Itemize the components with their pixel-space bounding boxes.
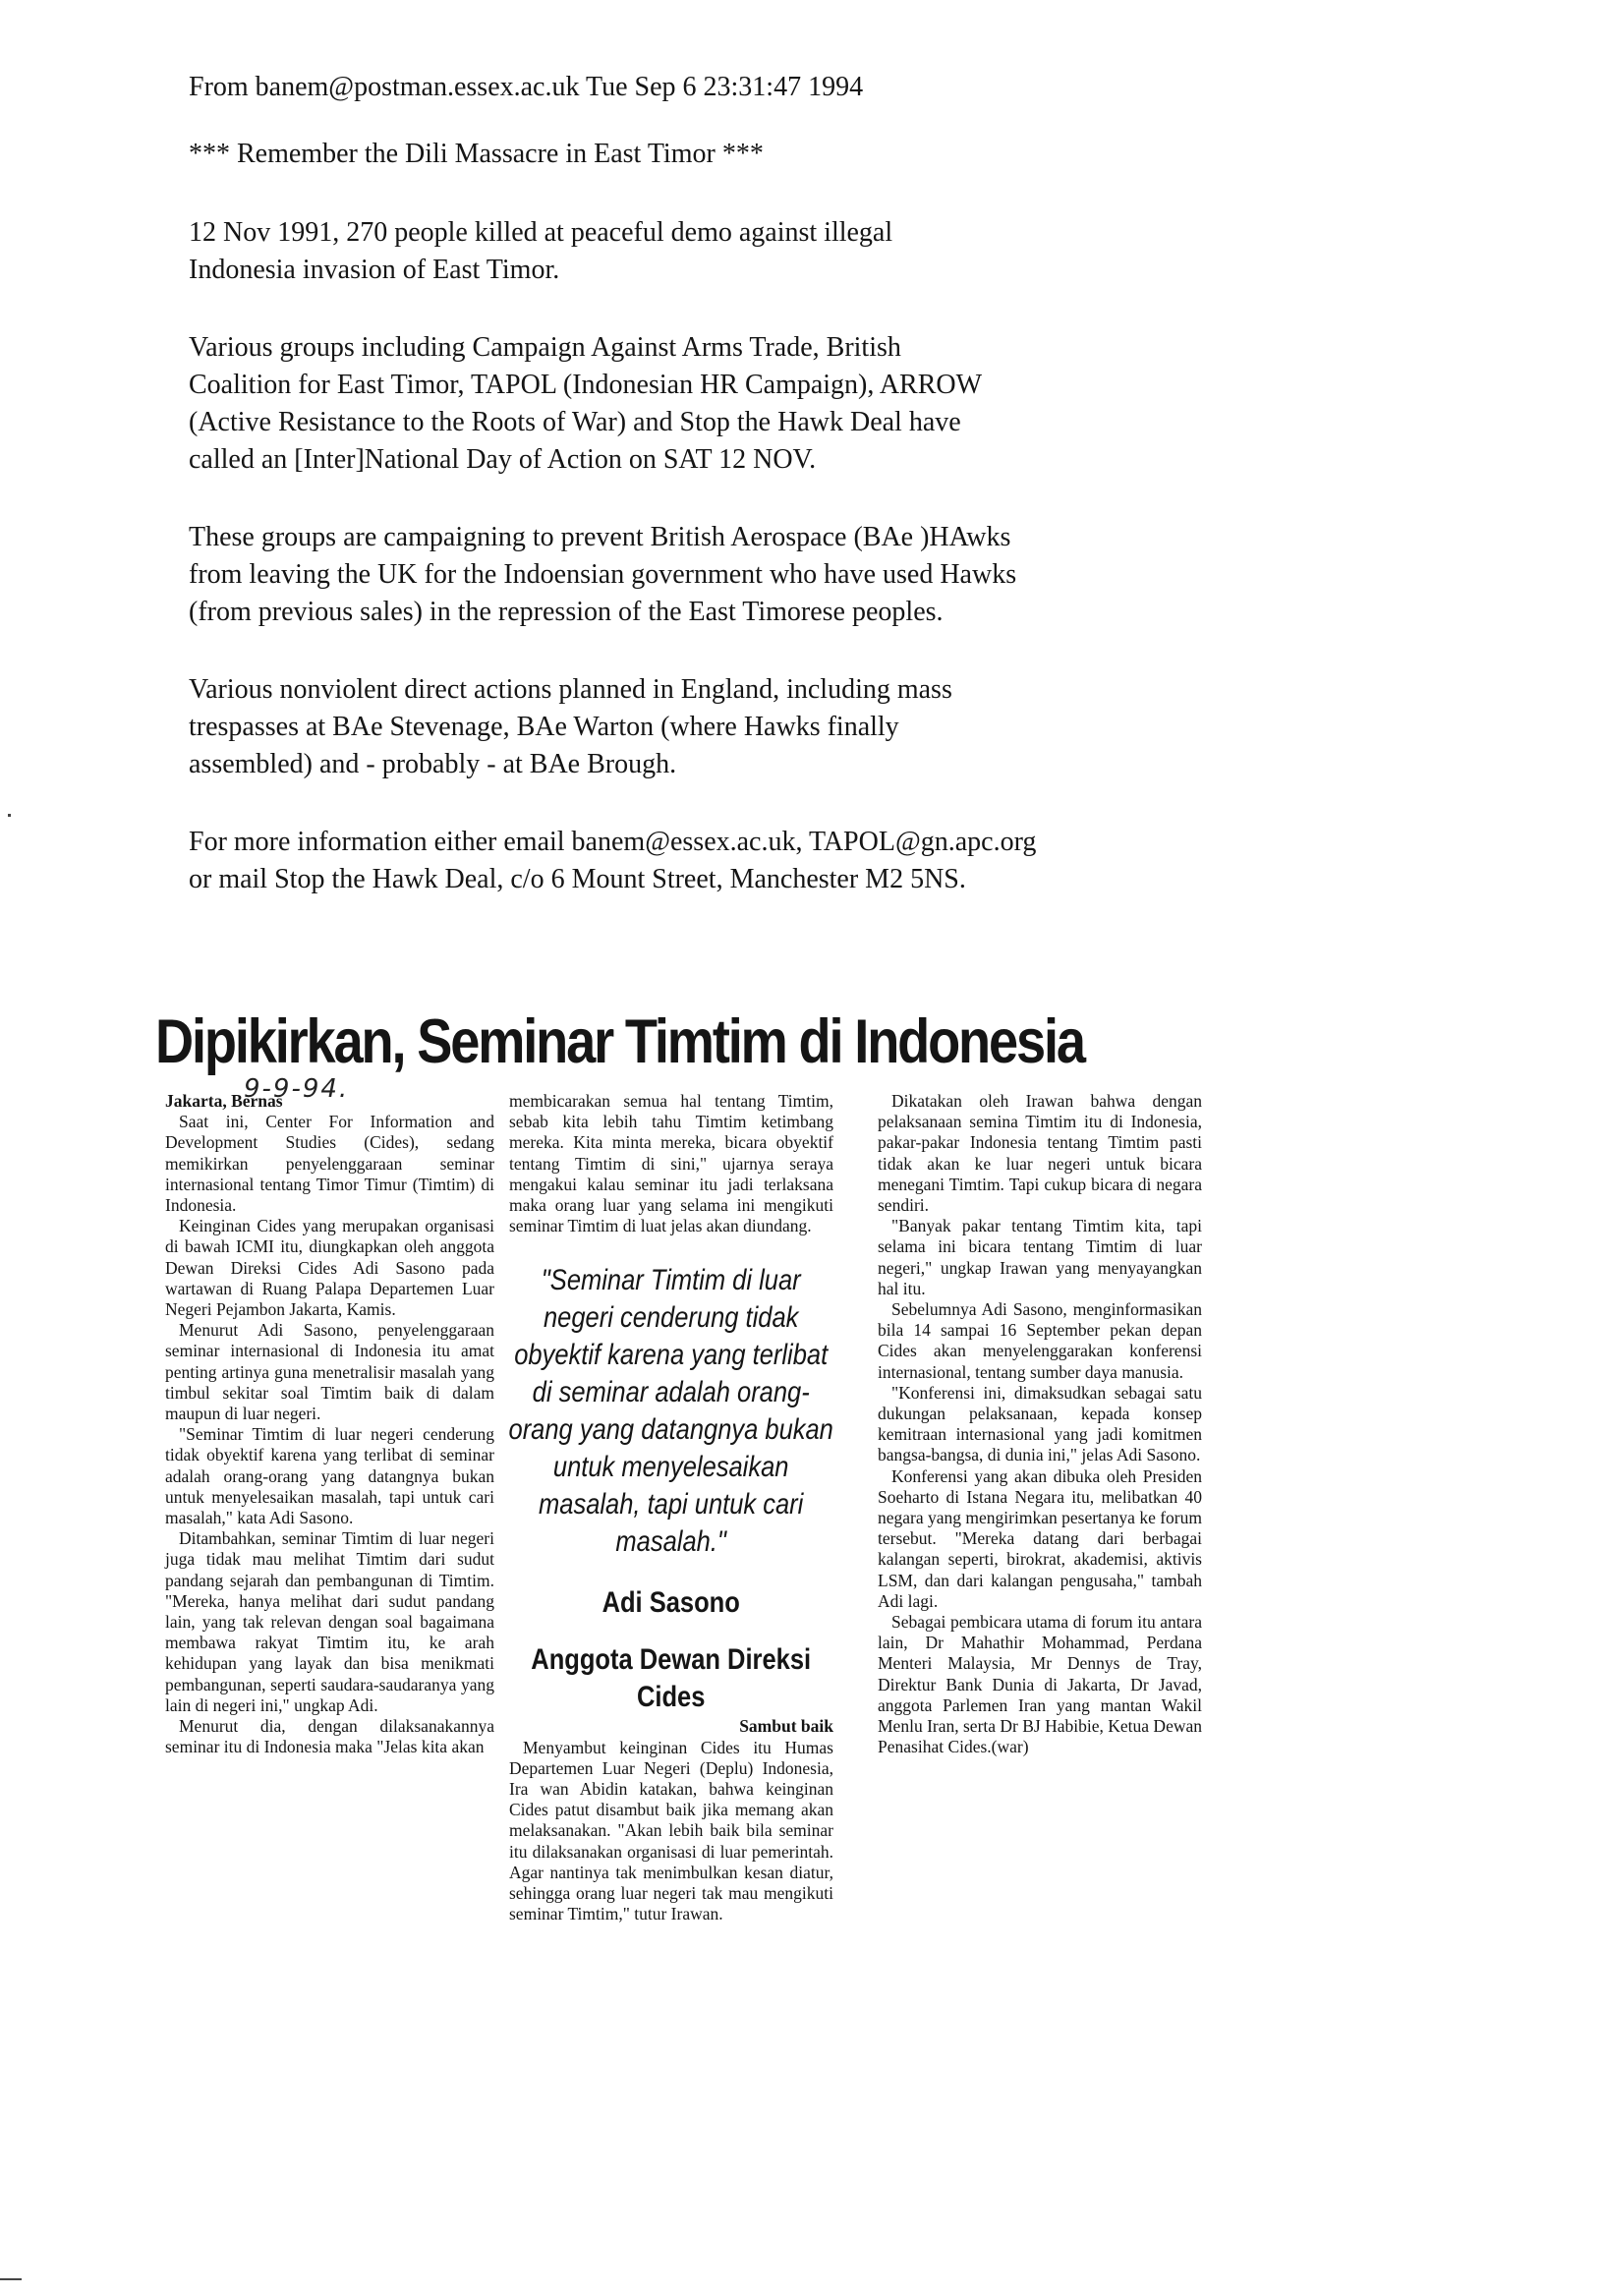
article-dateline: Jakarta, Bernas [165,1091,283,1111]
newspaper-clipping [155,993,1217,2152]
article-paragraph: Konferensi yang akan dibuka oleh Presiden Soeharto di Istana Negara itu, melibatkan 40 negara yang mengirimkan pesertanya ke forum tersebut. "Mereka datang dari berbagai kalangan seperti, birokrat, akademisi, aktivis LSM, dan dari kalangan pengusaha," tambah Adi lagi. [878,1465,1202,1611]
email-paragraph: 12 Nov 1991, 270 people killed at peaceful demo against illegal Indonesia invasion of East Timor. [189,217,893,285]
email-contact-paragraph: For more information either email banem@essex.ac.uk, TAPOL@gn.apc.org or mail Stop the Hawk Deal, c/o 6 Mount Street, Manchester M2 5NS. [189,827,1037,894]
article-column-1 [165,1091,494,1758]
article-headline: Dipikirkan, Seminar Timtim di Indonesia [155,1007,1084,1076]
article-paragraph: Menurut dia, dengan dilaksanakannya seminar itu di Indonesia maka "Jelas kita akan [165,1716,494,1757]
pull-quote-role: Anggota Dewan Direksi Cides [531,1643,812,1714]
article-paragraph: Saat ini, Center For Information and Development Studies (Cides), sedang memikirkan penyelenggaraan seminar internasional tentang Timor Timur (Timtim) di Indonesia. [165,1112,494,1216]
scan-mark [0,2278,22,2280]
pull-quote: "Seminar Timtim di luar negeri cenderung tidak obyektif karena yang terlibat di seminar adalah orang-orang yang datangnya bukan untuk menyelesaikan masalah, tapi untuk cari masalah." [508,1264,834,1559]
article-paragraph: Keinginan Cides yang merupakan organisasi di bawah ICMI itu, diungkapkan oleh anggota Dewan Direksi Cides Adi Sasono pada wartawan di Ruang Palapa Departemen Luar Negeri Pejambon Jakarta, Kamis. [165,1216,494,1320]
article-paragraph: Menurut Adi Sasono, penyelenggaraan seminar internasional di Indonesia itu amat penting artinya guna menetralisir masalah yang timbul sekitar soal Timtim baik di dalam maupun di luar negeri. [165,1320,494,1424]
article-paragraph: Sebagai pembicara utama di forum itu antara lain, Dr Mahathir Mohammad, Perdana Menteri Malaysia, Mr Dennys de Tray, Direktur Bank Dunia di Jakarta, Dr Javad, anggota Parlemen Iran yang mantan Wakil Menlu Iran, serta Dr BJ Habibie, Ketua Dewan Penasihat Cides.(war) [878,1612,1202,1757]
email-text [189,69,1250,939]
article-column-2 [509,1091,833,1924]
handwritten-date: 9-9-94. [244,1074,350,1104]
article-paragraph: Dikatakan oleh Irawan bahwa dengan pelaksanaan semina Timtim itu di Indonesia, pakar-pakar Indonesia tentang Timtim pasti tidak akan ke luar negeri untuk bicara menegani Timtim. Tapi cukup bicara di negara sendiri. [878,1091,1202,1216]
pull-quote-name: Adi Sasono [602,1586,741,1620]
article-paragraph: "Seminar Timtim di luar negeri cenderung tidak obyektif karena yang terlibat di seminar adalah orang-orang yang datangnya bukan untuk menyelesaikan masalah, tapi untuk cari masalah," kata Adi Sasono. [165,1424,494,1528]
scan-mark [8,814,11,817]
article-subhead: Sambut baik [739,1716,833,1737]
email-remember-line: *** Remember the Dili Massacre in East Timor *** [189,139,764,169]
email-header: From banem@postman.essex.ac.uk Tue Sep 6 23:31:47 1994 [189,72,864,102]
article-paragraph: Sebelumnya Adi Sasono, menginformasikan bila 14 sampai 16 September pekan depan Cides akan menyelenggarakan konferensi internasional, tentang sumber daya manusia. [878,1299,1202,1382]
email-paragraph: These groups are campaigning to prevent British Aerospace (BAe )HAwks from leaving the UK for the Indoensian government who have used Hawks (from previous sales) in the repression of the East Timorese peoples. [189,522,1017,627]
article-paragraph: Ditambahkan, seminar Timtim di luar negeri juga tidak mau melihat Timtim dari sudut pandang sejarah dan pembangunan di Timtim. "Mereka, hanya melihat dari sudut pandang lain, yang tak relevan dengan soal bagaimana membawa rakyat Timtim itu, ke arah kehidupan yang layak dan bisa menikmati pembangunan, seperti saudara-saudaranya yang lain di negeri ini," ungkap Adi. [165,1528,494,1715]
article-paragraph: membicarakan semua hal tentang Timtim, sebab kita lebih tahu Timtim ketimbang mereka. Kita minta mereka, bicara obyektif tentang Timtim di sini," ujarnya seraya mengakui kalau seminar itu jadi terlaksana maka orang luar yang selama ini mengikuti seminar Timtim di luat jelas akan diundang. [509,1091,833,1236]
article-paragraph: "Konferensi ini, dimaksudkan sebagai satu dukungan pelaksanaan, kepada konsep kemitraan internasional yang jadi komitmen bangsa-bangsa, di dunia ini," jelas Adi Sasono. [878,1382,1202,1465]
article-column-3 [878,1091,1202,1758]
article-paragraph: Menyambut keinginan Cides itu Humas Departemen Luar Negeri (Deplu) Indonesia, Ira wan Abidin katakan, bahwa keinginan Cides patut disambut baik jika memang akan melaksanakan. "Akan lebih baik bila seminar itu dilaksanakan organisasi di luar pemerintah. Agar nantinya tak menimbulkan kesan diatur, sehingga orang luar negeri tak mau mengikuti seminar Timtim," tutur Irawan. [509,1737,833,1924]
article-paragraph: "Banyak pakar tentang Timtim kita, tapi selama ini bicara tentang Timtim di luar negeri," ungkap Irawan yang menyayangkan hal itu. [878,1216,1202,1298]
email-paragraph: Various nonviolent direct actions planned in England, including mass trespasses at BAe Stevenage, BAe Warton (where Hawks finally assembled) and - probably - at BAe Brough. [189,674,952,779]
email-paragraph: Various groups including Campaign Against Arms Trade, British Coalition for East Timor, TAPOL (Indonesian HR Campaign), ARROW (Active Resistance to the Roots of War) and Stop the Hawk Deal have called an [Inter]National Day of Action on SAT 12 NOV. [189,332,983,475]
